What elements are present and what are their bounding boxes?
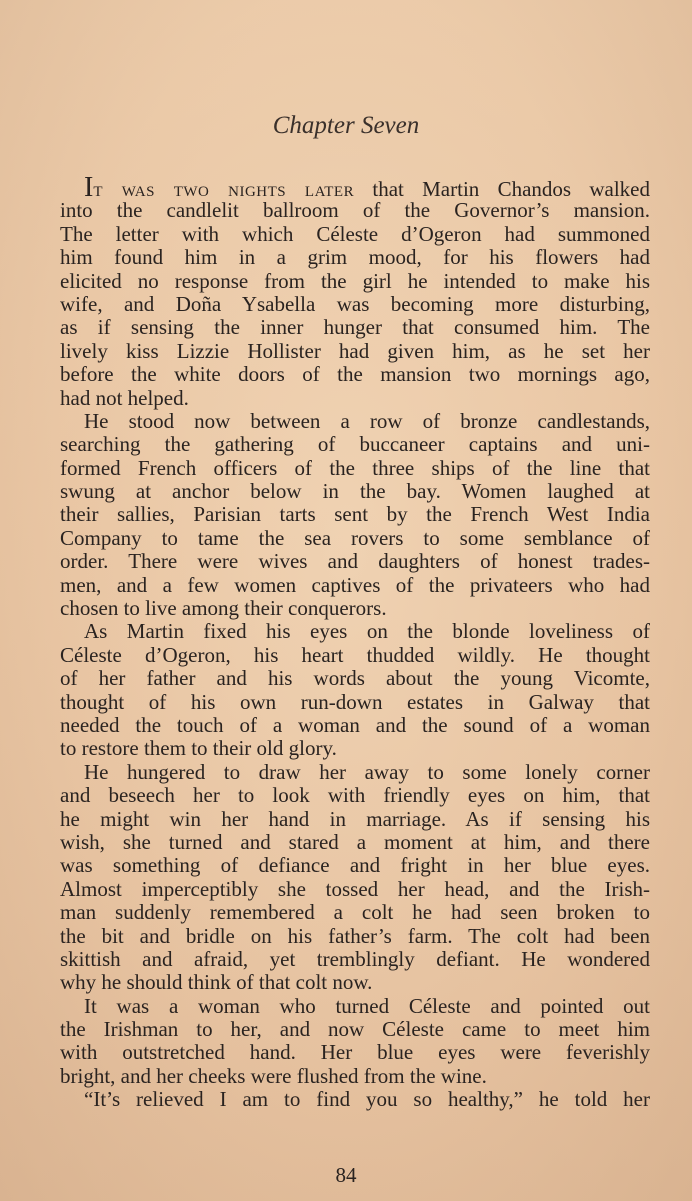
text-line: of her father and his words about the young Vicomte, [60, 666, 650, 691]
chapter-title: Chapter Seven [272, 112, 420, 139]
text-line: He stood now between a row of bronze candlestands, [84, 408, 650, 433]
text-line: “It’s relieved I am to find you so healthy,” he told her [84, 1087, 650, 1112]
text-line-opening [60, 172, 650, 203]
text-line: before the white doors of the mansion two mornings ago, [60, 362, 650, 387]
text-line: man suddenly remembered a colt he had seen broken to [60, 900, 650, 925]
text-line: and beseech her to look with friendly eyes on him, that [60, 783, 650, 808]
text-line: men, and a few women captives of the privateers who had [60, 572, 650, 597]
text-line: formed French officers of the three ships of the line that [60, 455, 650, 480]
text-line: chosen to live among their conquerors. [60, 596, 387, 621]
text-line: swung at anchor below in the bay. Women laughed at [60, 479, 650, 504]
text-line: him found him in a grim mood, for his flowers had [60, 245, 650, 270]
text-line: He hungered to draw her away to some lonely corner [84, 759, 650, 784]
text-line: Céleste d’Ogeron, his heart thudded wildly. He thought [60, 642, 650, 667]
text-line: as if sensing the inner hunger that consumed him. The [60, 315, 650, 340]
text-line: lively kiss Lizzie Hollister had given him, as he set her [60, 338, 650, 363]
text-line: Almost imperceptibly she tossed her head, and the Irish- [60, 876, 650, 901]
text-line: thought of his own run-down estates in Galway that [60, 689, 650, 714]
text-line: had not helped. [60, 385, 189, 410]
text-line: he might win her hand in marriage. As if sensing his [60, 806, 650, 831]
drop-cap: I [84, 172, 94, 203]
text-line: with outstretched hand. Her blue eyes were feverishly [60, 1040, 650, 1065]
body-text [60, 172, 650, 1112]
text-line: elicited no response from the girl he intended to make his [60, 268, 650, 293]
text-line: wish, she turned and stared a moment at him, and there [60, 829, 650, 854]
text-line: As Martin fixed his eyes on the blonde loveliness of [84, 619, 650, 644]
text-line: into the candlelit ballroom of the Governor’s mansion. [60, 198, 650, 223]
text-line: searching the gathering of buccaneer captains and uni- [60, 432, 650, 457]
text-line: The letter with which Céleste d’Ogeron had summoned [60, 221, 650, 246]
text-line: order. There were wives and daughters of honest trades- [60, 549, 650, 574]
text-line: the bit and bridle on his father’s farm. The colt had been [60, 923, 650, 948]
text-line: was something of defiance and fright in her blue eyes. [60, 853, 650, 878]
small-caps-lead: t was two nights later [93, 177, 355, 201]
text-line: to restore them to their old glory. [60, 736, 337, 761]
text-line: Company to tame the sea rovers to some semblance of [60, 525, 650, 550]
text-line: bright, and her cheeks were flushed from the wine. [60, 1063, 487, 1088]
opening-rest: that Martin Chandos walked [354, 177, 650, 201]
text-line: wife, and Doña Ysabella was becoming more disturbing, [60, 291, 650, 316]
text-line: the Irishman to her, and now Céleste came to meet him [60, 1017, 650, 1042]
text-line: needed the touch of a woman and the sound of a woman [60, 712, 650, 737]
text-line: It was a woman who turned Céleste and pointed out [84, 993, 650, 1018]
text-line: their sallies, Parisian tarts sent by the French West India [60, 502, 650, 527]
text-line: why he should think of that colt now. [60, 970, 373, 995]
page-number: 84 [335, 1163, 357, 1187]
text-line: skittish and afraid, yet tremblingly defiant. He wondered [60, 946, 650, 971]
